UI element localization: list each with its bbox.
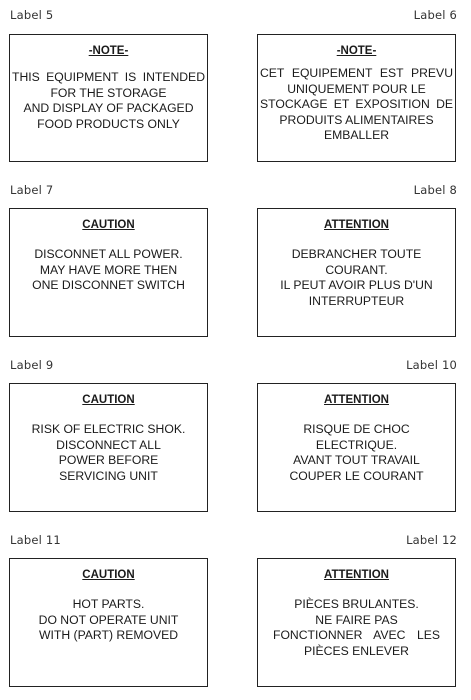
label-8-heading: ATTENTION [324,219,389,231]
label-10-line-3: AVANT TOUT TRAVAIL [293,453,420,467]
label-10-caption: Label 10 [406,358,457,372]
label-8-line-2: COURANT. [325,262,388,277]
label-6-line-2: UNIQUEMENT POUR LE [287,81,426,96]
label-10-line-4: COUPER LE COURANT [289,468,424,483]
label-6-line-3: STOCKAGE ET EXPOSITION DE [260,97,453,111]
label-9-line-3: POWER BEFORE [58,453,159,467]
label-10-text [258,422,455,484]
label-5-line-3: AND DISPLAY OF PACKAGED [23,101,194,115]
label-9-line-4: SERVICING UNIT [59,468,158,483]
label-6-text [258,66,455,144]
label-8-line-4: INTERRUPTEUR [308,293,405,308]
label-10-card [257,383,456,512]
label-5-line-4: FOOD PRODUCTS ONLY [37,116,180,131]
label-11-line-2: DO NOT OPERATE UNIT [38,612,179,627]
label-7-caption: Label 7 [10,183,54,197]
label-8-card [257,208,456,337]
label-8-text [258,247,455,309]
label-6-line-5: EMBALLER [323,128,390,142]
label-12-heading: ATTENTION [324,569,389,581]
label-7-card [9,208,208,337]
label-12-text [258,597,455,659]
label-12-caption: Label 12 [406,533,457,547]
label-9-heading: CAUTION [82,394,135,406]
label-11-line-3: WITH (PART) REMOVED [38,628,179,642]
label-12-line-1: PIÈCES BRULANTES. [294,597,419,611]
label-10-line-1: RISQUE DE CHOC [303,422,410,436]
label-5-line-1: THIS EQUIPMENT IS INTENDED [12,70,205,84]
label-5-caption: Label 5 [10,8,54,22]
label-9-line-1: RISK OF ELECTRIC SHOK. [31,422,186,436]
label-9-card [9,383,208,512]
label-5-text [10,70,207,132]
label-6-line-1: CET EQUIPEMENT EST PREVU [260,66,453,80]
label-12-line-4: PIÈCES ENLEVER [304,643,409,658]
label-8-line-1: DEBRANCHER TOUTE [291,247,422,261]
label-10-heading: ATTENTION [324,394,389,406]
label-5-heading: -NOTE- [88,45,129,57]
label-12-line-2: NE FAIRE PAS [315,612,398,627]
label-7-text [10,247,207,294]
label-11-card [9,558,208,687]
label-5-line-2: FOR THE STORAGE [50,85,167,100]
label-10-line-2: ELECTRIQUE. [315,437,398,452]
label-7-line-2: MAY HAVE MORE THEN [39,262,178,277]
label-9-caption: Label 9 [10,358,54,372]
label-6-heading: -NOTE- [336,45,377,57]
label-7-heading: CAUTION [82,219,135,231]
label-8-line-3: IL PEUT AVOIR PLUS D'UN [280,278,433,292]
label-6-card [257,34,456,162]
label-6-caption: Label 6 [413,8,457,22]
label-7-line-3: ONE DISCONNET SWITCH [32,278,185,292]
label-11-caption: Label 11 [10,533,61,547]
label-5-card [9,34,208,162]
label-9-text [10,422,207,484]
label-11-heading: CAUTION [82,569,135,581]
label-6-line-4: PRODUITS ALIMENTAIRES [279,112,434,127]
label-9-line-2: DISCONNECT ALL [56,437,161,452]
label-8-caption: Label 8 [413,183,457,197]
label-11-line-1: HOT PARTS. [72,597,145,611]
label-12-line-3: FONCTIONNER AVEC LES [273,628,440,642]
label-11-text [10,597,207,644]
label-7-line-1: DISCONNET ALL POWER. [34,247,183,261]
label-12-card [257,558,456,687]
